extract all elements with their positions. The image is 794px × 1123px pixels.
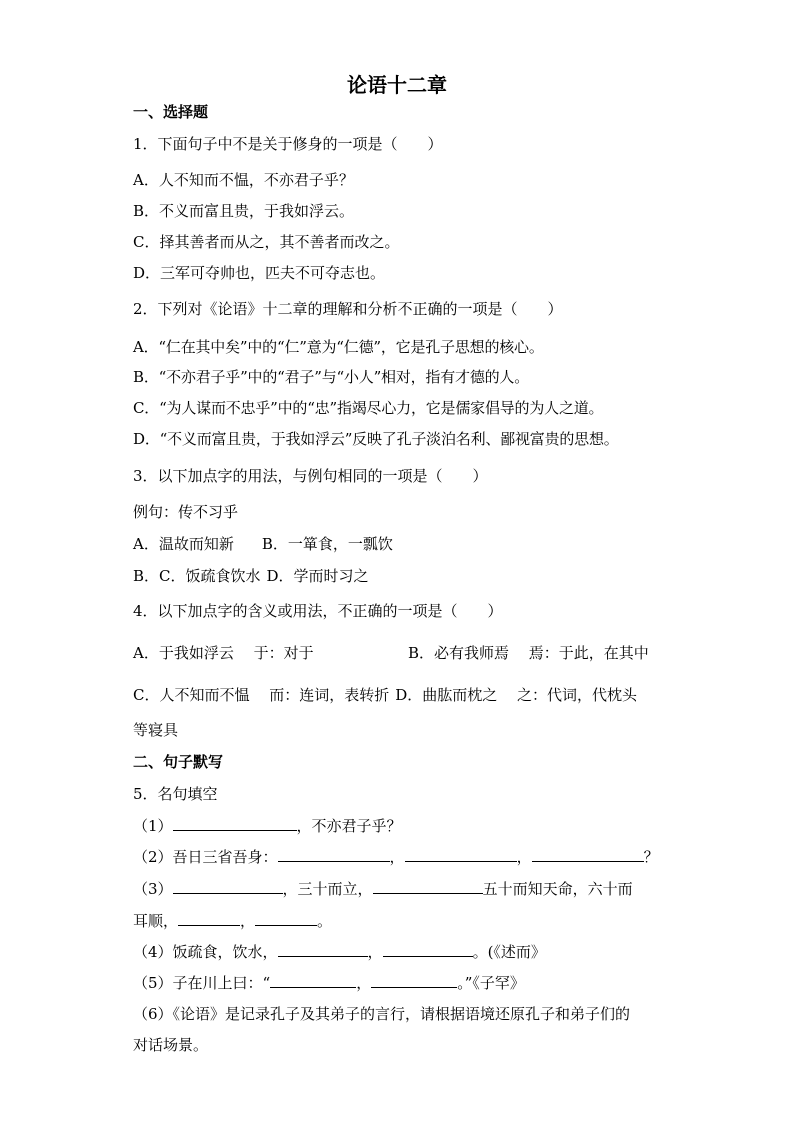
question-4-stem: 4．以下加点字的含义或用法，不正确的一项是（ ） bbox=[133, 602, 503, 620]
item-3-label: （3） bbox=[133, 880, 173, 898]
question-2-option-d: D．“不义而富且贵，于我如浮云”反映了孔子淡泊名利、鄙视富贵的思想。 bbox=[133, 430, 619, 448]
item-3-text: ，三十而立， bbox=[282, 880, 373, 898]
fill-blank[interactable] bbox=[255, 910, 317, 926]
question-3-option-d: D．学而时习之 bbox=[266, 567, 369, 585]
question-4-option-b: B．必有我师焉 焉：于此，在其中 bbox=[408, 644, 649, 662]
question-5-stem: 5．名句填空 bbox=[133, 785, 218, 803]
item-5-source: 。”《子罕》 bbox=[457, 974, 525, 992]
question-5-item-2 bbox=[133, 846, 659, 867]
question-4-option-d: D．曲肱而枕之 之：代词，代枕头 bbox=[395, 686, 638, 704]
question-4-row-1 bbox=[133, 643, 649, 663]
question-5-item-6: （6）《论语》是记录孔子及其弟子的言行，请根据语境还原孔子和弟子们的 bbox=[133, 1005, 631, 1023]
question-5-item-5 bbox=[133, 972, 525, 993]
question-4-option-c: C．人不知而不愠 而：连词，表转折 bbox=[133, 686, 390, 704]
question-1-option-b: B．不义而富且贵，于我如浮云。 bbox=[133, 202, 355, 220]
fill-blank[interactable] bbox=[371, 972, 457, 988]
punctuation: ， bbox=[356, 974, 372, 992]
punctuation: ？ bbox=[643, 848, 659, 866]
fill-blank[interactable] bbox=[173, 815, 297, 831]
fill-blank[interactable] bbox=[405, 846, 517, 862]
question-2-stem: 2．下列对《论语》十二章的理解和分析不正确的一项是（ ） bbox=[133, 300, 563, 318]
fill-blank[interactable] bbox=[178, 910, 240, 926]
question-4-option-d-continued: 等寝具 bbox=[133, 721, 179, 739]
fill-blank[interactable] bbox=[270, 972, 356, 988]
question-1-option-c: C．择其善者而从之，其不善者而改之。 bbox=[133, 233, 400, 251]
item-3-continued-text: 耳顺， bbox=[133, 912, 179, 930]
question-3-option-a: A．温故而知新 bbox=[133, 535, 234, 553]
punctuation: ， bbox=[516, 848, 532, 866]
item-5-label: （5）子在川上曰：“ bbox=[133, 974, 271, 992]
fill-blank[interactable] bbox=[173, 878, 283, 894]
punctuation: ， bbox=[240, 912, 256, 930]
question-1-stem: 1．下面句子中不是关于修身的一项是（ ） bbox=[133, 135, 443, 153]
question-3-stem: 3．以下加点字的用法，与例句相同的一项是（ ） bbox=[133, 467, 488, 485]
question-2-option-b: B．“不亦君子乎”中的“君子”与“小人”相对，指有才德的人。 bbox=[133, 368, 530, 386]
question-5-item-3-continued bbox=[133, 910, 332, 931]
fill-blank[interactable] bbox=[373, 878, 483, 894]
question-2-option-a: A．“仁在其中矣”中的“仁”意为“仁德”，它是孔子思想的核心。 bbox=[133, 338, 544, 356]
question-3-option-b: B．一箪食，一瓢饮 bbox=[261, 535, 393, 553]
item-1-label: （1） bbox=[133, 817, 173, 835]
question-5-item-3 bbox=[133, 878, 633, 899]
question-5-item-1 bbox=[133, 815, 402, 836]
fill-blank[interactable] bbox=[383, 941, 473, 957]
punctuation: ， bbox=[367, 943, 383, 961]
item-4-label: （4）饭疏食，饮水， bbox=[133, 943, 278, 961]
punctuation: 。 bbox=[317, 912, 333, 930]
question-5-item-6-continued: 对话场景。 bbox=[133, 1036, 209, 1054]
question-4-option-a: A．于我如浮云 于：对于 bbox=[133, 644, 314, 662]
fill-blank[interactable] bbox=[532, 846, 644, 862]
punctuation: ， bbox=[389, 848, 405, 866]
question-3-option-c: B．C．饭疏食饮水 bbox=[133, 567, 261, 585]
item-3-text-end: 五十而知天命，六十而 bbox=[482, 880, 633, 898]
question-1-option-a: A．人不知而不愠，不亦君子乎？ bbox=[133, 171, 354, 189]
question-3-row-2 bbox=[133, 566, 369, 586]
question-5-item-4 bbox=[133, 941, 546, 962]
section-heading-dictation: 二、句子默写 bbox=[133, 753, 224, 771]
question-4-row-2 bbox=[133, 685, 637, 705]
item-4-source: 。(《述而》 bbox=[472, 943, 546, 961]
question-2-option-c: C．“为人谋而不忠乎”中的“忠”指竭尽心力，它是儒家倡导的为人之道。 bbox=[133, 399, 604, 417]
question-3-example: 例句：传不习乎 bbox=[133, 503, 239, 521]
item-2-label: （2）吾日三省吾身： bbox=[133, 848, 278, 866]
question-1-option-d: D．三军可夺帅也，匹夫不可夺志也。 bbox=[133, 264, 386, 282]
item-1-text: ，不亦君子乎？ bbox=[296, 817, 402, 835]
fill-blank[interactable] bbox=[278, 846, 390, 862]
section-heading-choice: 一、选择题 bbox=[133, 103, 209, 121]
fill-blank[interactable] bbox=[278, 941, 368, 957]
question-3-row-1 bbox=[133, 534, 393, 554]
page-title: 论语十二章 bbox=[347, 73, 447, 97]
